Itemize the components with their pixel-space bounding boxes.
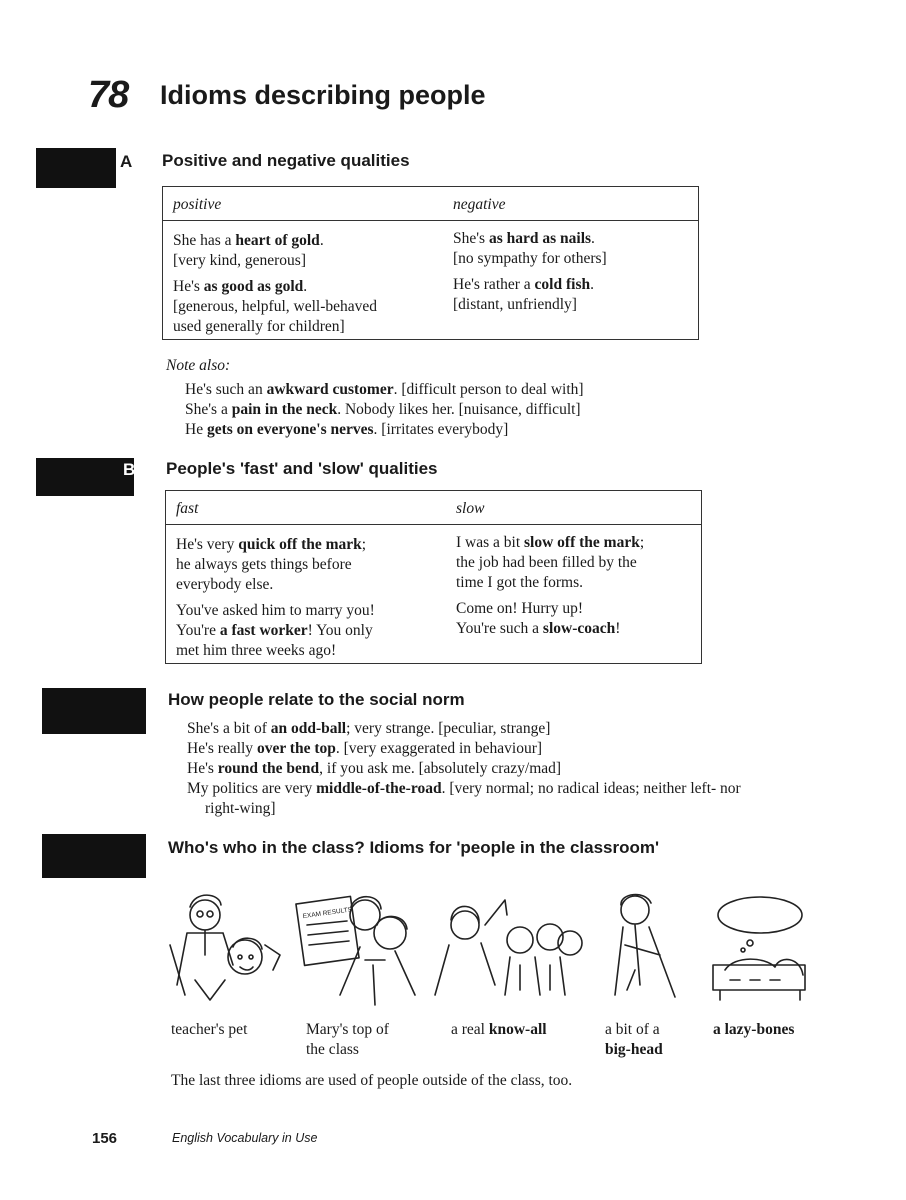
fast-line: he always gets things before (176, 556, 352, 573)
slow-line: I was a bit slow off the mark; (456, 534, 645, 551)
note-list (185, 380, 584, 440)
norm-line: My politics are very middle-of-the-road. [very normal; no radical ideas; neither left- nor (187, 780, 741, 797)
positive-line: [very kind, generous] (173, 252, 306, 269)
header-fast: fast (176, 500, 199, 517)
fast-line: He's very quick off the mark; (176, 536, 367, 553)
norm-line: right-wing] (205, 800, 276, 817)
know-all-drawing (435, 900, 582, 995)
note-line: He's such an awkward customer. [difficult person to deal with] (185, 381, 584, 398)
section-b-table (165, 490, 702, 664)
fast-line: everybody else. (176, 576, 274, 593)
negative-column (453, 229, 607, 315)
note-label: Note also: (166, 357, 231, 374)
positive-line: [generous, helpful, well-behaved (173, 298, 378, 315)
positive-line: She has a heart of gold. (173, 232, 324, 249)
positive-column (173, 231, 377, 337)
top-of-class-drawing (296, 896, 415, 1005)
section-d-title: Who's who in the class? Idioms for 'people in the classroom' (168, 838, 660, 857)
section-d-tab (42, 834, 146, 878)
caption-big-head: a bit of a big-head (605, 1021, 663, 1058)
section-c-list (187, 719, 741, 819)
caption-know-all: a real know-all (451, 1021, 547, 1038)
unit-number: 78 (88, 74, 129, 116)
negative-line: She's as hard as nails. (453, 230, 595, 247)
section-c-title: How people relate to the social norm (168, 690, 465, 709)
norm-line: She's a bit of an odd-ball; very strange. [peculiar, strange] (187, 720, 551, 737)
section-b-letter: B (123, 460, 136, 479)
page-number: 156 (92, 1130, 118, 1147)
negative-line: [distant, unfriendly] (453, 296, 577, 313)
slow-line: Come on! Hurry up! (456, 600, 583, 617)
section-b-tab (36, 458, 134, 496)
section-a-letter: A (120, 152, 133, 171)
big-head-drawing (615, 895, 675, 997)
fast-line: You've asked him to marry you! (176, 602, 375, 619)
exam-results-sign: EXAM RESULTS (302, 906, 353, 921)
book-title: English Vocabulary in Use (172, 1131, 318, 1145)
fast-line: You're a fast worker! You only (176, 622, 373, 639)
section-a-title: Positive and negative qualities (162, 151, 410, 170)
positive-line: used generally for children] (173, 318, 345, 335)
norm-line: He's round the bend, if you ask me. [absolutely crazy/mad] (187, 760, 562, 777)
classroom-illustrations (165, 885, 815, 1010)
negative-line: [no sympathy for others] (453, 250, 607, 267)
table-header (166, 491, 701, 525)
teachers-pet-drawing (170, 895, 280, 1000)
note-line: She's a pain in the neck. Nobody likes her. [nuisance, difficult] (185, 401, 581, 418)
header-positive: positive (173, 196, 222, 213)
note-line: He gets on everyone's nerves. [irritates everybody] (185, 421, 509, 438)
closing-note: The last three idioms are used of people outside of the class, too. (171, 1072, 573, 1089)
negative-line: He's rather a cold fish. (453, 276, 594, 293)
fast-column (176, 535, 375, 661)
section-a-table (162, 186, 699, 340)
section-b-title: People's 'fast' and 'slow' qualities (166, 459, 438, 478)
norm-line: He's really over the top. [very exaggerated in behaviour] (187, 740, 543, 757)
slow-line: the job had been filled by the (456, 554, 637, 571)
section-c-tab (42, 688, 146, 734)
slow-column (456, 533, 644, 639)
positive-line: He's as good as gold. (173, 278, 308, 295)
unit-title: Idioms describing people (160, 80, 486, 110)
header-slow: slow (456, 500, 485, 517)
caption-lazy-bones: a lazy-bones (713, 1021, 795, 1038)
slow-line: time I got the forms. (456, 574, 583, 591)
lazy-bones-drawing (713, 897, 805, 1000)
header-negative: negative (453, 196, 506, 213)
caption-teachers-pet: teacher's pet (171, 1021, 248, 1038)
caption-top-of-class: Mary's top of the class (306, 1021, 389, 1058)
table-header (163, 187, 698, 221)
fast-line: met him three weeks ago! (176, 642, 337, 659)
slow-line: You're such a slow-coach! (456, 620, 621, 637)
section-a-tab (36, 148, 116, 188)
